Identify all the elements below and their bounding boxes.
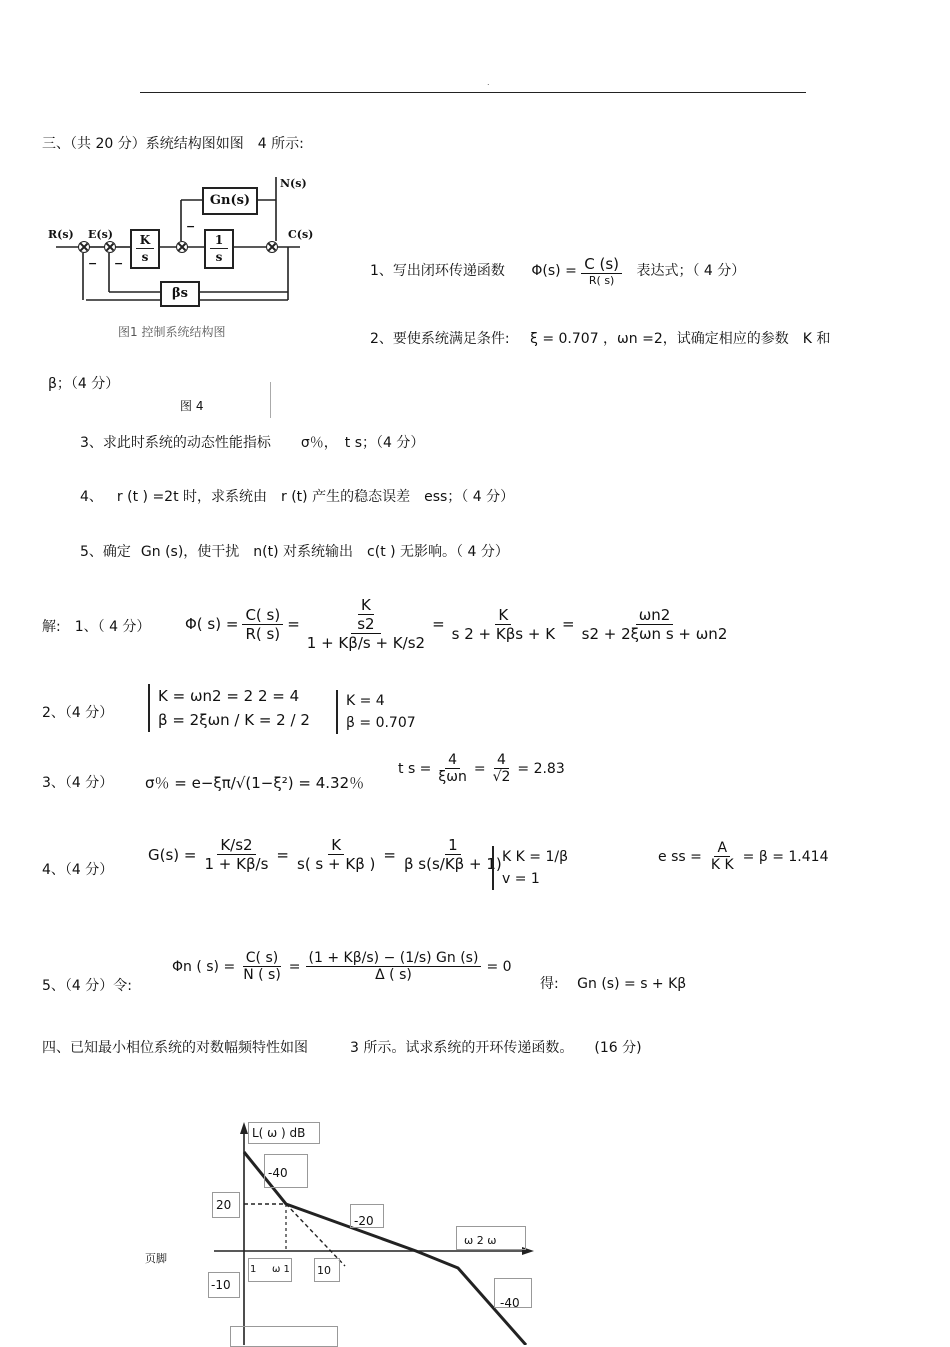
label-box-bottom	[230, 1326, 338, 1347]
bode-plot	[200, 1118, 540, 1345]
solution-2-label: 2、（4 分）	[42, 705, 114, 721]
minus-sign-2: −	[114, 257, 124, 270]
label-r: R(s)	[48, 228, 74, 241]
block-one-over-s: 1 s	[204, 229, 234, 269]
solution-4-ess: e ss = $\frac{A}{\text{K K}}$ = β = 1.414	[658, 840, 829, 873]
y-axis-label: L( ω ) dB	[252, 1126, 306, 1140]
x-tick-omega2: ω 2 ω	[464, 1234, 497, 1247]
header-rule	[140, 92, 806, 93]
sum-junction-1	[78, 241, 90, 253]
figure-label: 图 4	[180, 399, 204, 413]
block-k-over-s: K s	[130, 229, 160, 269]
solution-5-formula: Φn ( s) = $\frac{C( s)}{N ( s)}$ = $\frac{(1 + K\beta/s) - (1/s) Gn (s)}{\Delta ( s)}$ = 0	[172, 950, 512, 983]
y-tick-20: 20	[216, 1198, 232, 1212]
q3-title: 三、（共 20 分）系统结构图如图 4 所示:	[42, 136, 304, 152]
solution-3-sigma: σ％ = e−ξπ/√(1−ξ²) = 4.32％	[145, 774, 365, 792]
diagram-caption: 图1 控制系统结构图	[118, 325, 226, 339]
solution-2-right: K = 4 β = 0.707	[336, 690, 416, 734]
q4-title: 四、已知最小相位系统的对数幅频特性如图 3 所示。试求系统的开环传递函数。 (16 分)	[42, 1040, 642, 1056]
block-diagram	[48, 175, 318, 345]
q3-item-2: 2、要使系统满足条件: ξ = 0.707 ，ωn =2，试确定相应的参数 K 和	[370, 331, 831, 347]
sum-junction-4	[266, 241, 278, 253]
q3-item-3: 3、求此时系统的动态性能指标 σ％， t s；（4 分）	[80, 435, 425, 451]
footer-label: 页脚	[145, 1252, 167, 1265]
minus-sign-3: −	[186, 220, 196, 233]
sum-junction-2	[104, 241, 116, 253]
block-gn: Gn(s)	[202, 187, 258, 215]
x-tick-omega1: ω 1	[272, 1264, 290, 1275]
solution-4-formula: G(s) = $\frac{K/s2}{1 + K\beta/s}$ = $\frac{K}{s( s + K\beta )}$ = $\frac{1}{\text{β s(s/Kβ + 1)}}$	[148, 836, 502, 873]
solution-4-system: K K = 1/β v = 1	[492, 846, 568, 890]
y-tick-minus-10: -10	[211, 1278, 231, 1292]
solution-5-label: 5、（4 分）令:	[42, 978, 132, 994]
slope-label-1: -40	[268, 1166, 288, 1180]
header-dot: .	[487, 78, 490, 87]
figure-divider	[270, 382, 271, 418]
q3-item-1: 1、写出闭环传递函数 Φ(s) = $\frac{C (s)}{R( s)}$ 表达式；（ 4 分）	[370, 255, 746, 287]
solution-2-left: K = ωn2 = 2 2 = 4 β = 2ξωn / K = 2 / 2	[148, 684, 310, 732]
label-c: C(s)	[288, 228, 314, 241]
q3-item-5: 5、确定 Gn (s)，使干扰 n(t) 对系统输出 c(t ) 无影响。（ 4 分）	[80, 544, 509, 560]
sum-junction-3	[176, 241, 188, 253]
q3-item-2-cont: β；（4 分）	[48, 376, 120, 392]
q3-item-4: 4、 r (t ) =2t 时，求系统由 r (t) 产生的稳态误差 ess；（ 4 分）	[80, 489, 515, 505]
solution-4-label: 4、（4 分）	[42, 862, 114, 878]
block-beta-s: βs	[160, 281, 200, 307]
x-tick-10: 10	[317, 1264, 331, 1277]
slope-label-2: -20	[354, 1214, 374, 1228]
slope-label-3: -40	[500, 1296, 520, 1310]
label-e: E(s)	[88, 228, 113, 241]
label-n: N(s)	[280, 177, 307, 190]
minus-sign-1: −	[88, 257, 98, 270]
solution-3-ts: t s = $\frac{4}{\text{ξωn}}$ = $\frac{4}{√2}$ = 2.83	[398, 752, 565, 785]
solution-1-label: 解: 1、（ 4 分）	[42, 619, 151, 635]
solution-5-result: 得: Gn (s) = s + Kβ	[540, 976, 687, 992]
solution-3-label: 3、（4 分）	[42, 775, 114, 791]
x-tick-1: 1	[250, 1264, 257, 1275]
solution-1-formula: Φ( s) = $\frac{C( s)}{R( s)}$ = $\frac{\frac{K}{s2}}{1 + K\beta/s + K/s2}$ = $\frac{K}{\text{s 2 + Kβs + K}}$ = $\frac{\omega n2}{\text{s2 + 2ξωn s + ωn2}}$	[185, 596, 728, 652]
